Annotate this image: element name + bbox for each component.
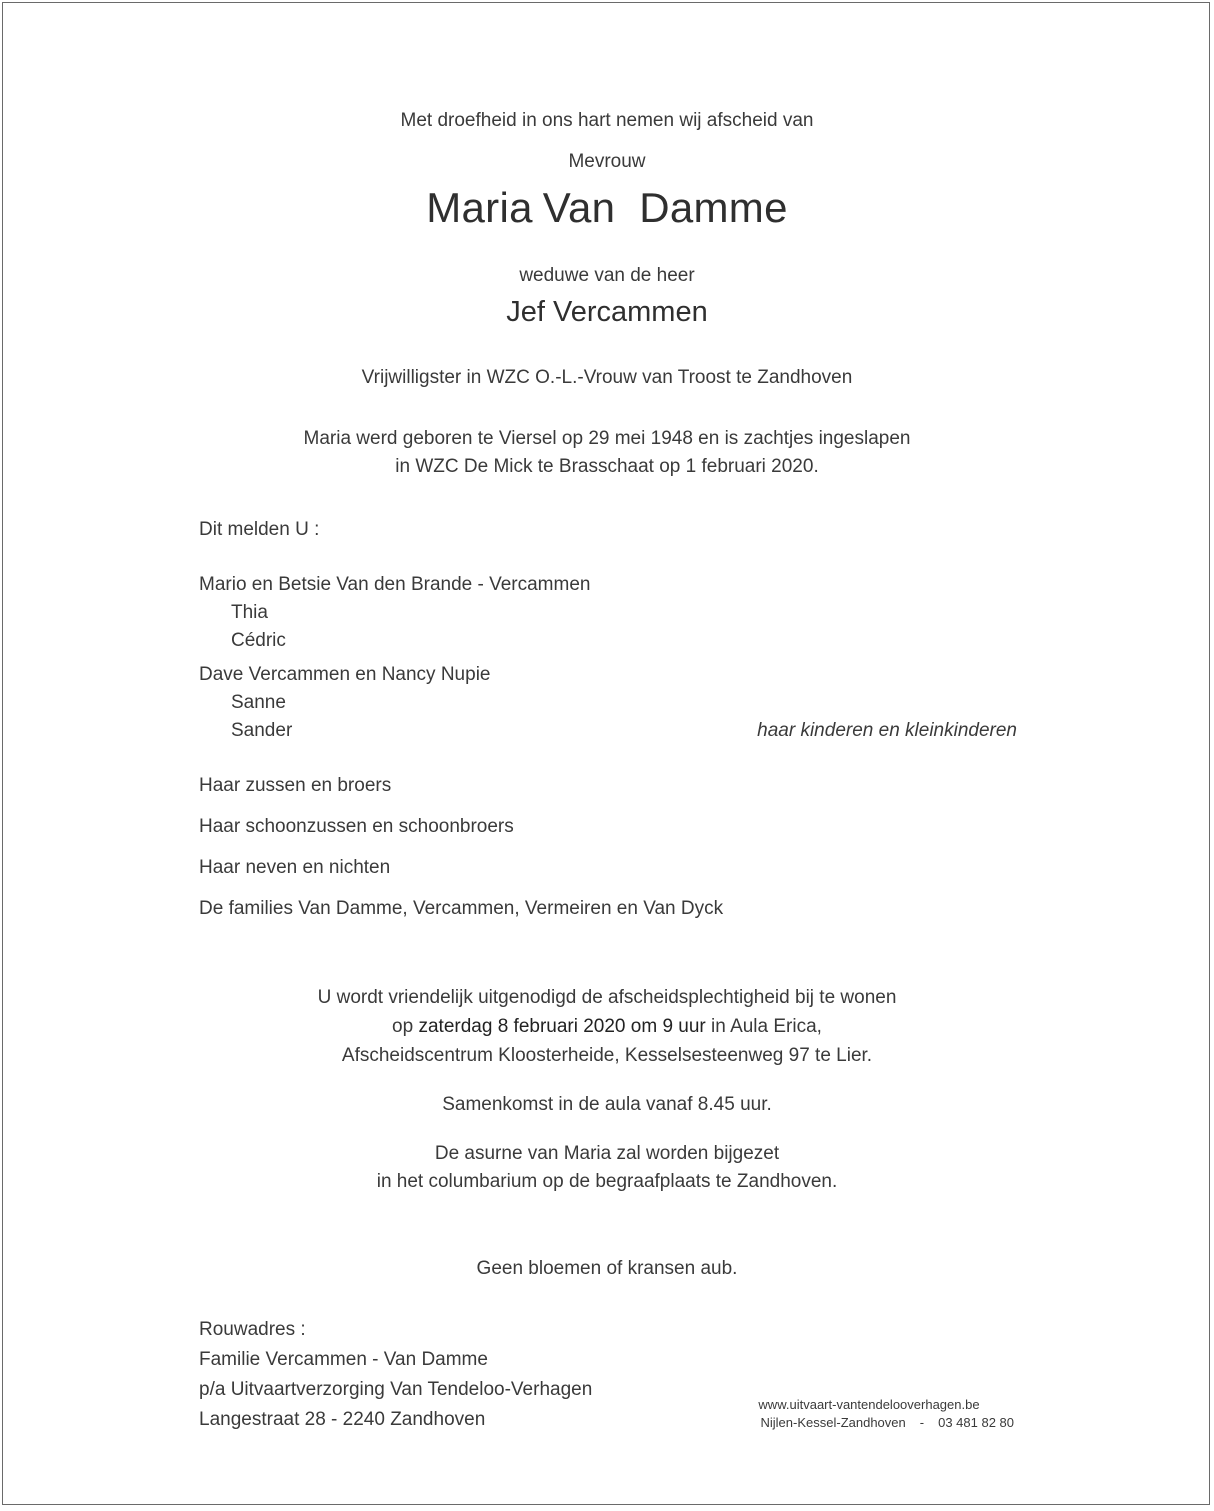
relatives-line: Haar schoonzussen en schoonbroers <box>199 816 514 837</box>
undertaker-contact <box>761 1414 1015 1432</box>
no-flowers-line: Geen bloemen of kransen aub. <box>476 1258 738 1279</box>
intro-text: Met droefheid in ons hart nemen wij afscheid van <box>400 110 814 131</box>
spouse-last-name: Vercammen <box>552 296 708 328</box>
relatives-line: Haar neven en nichten <box>199 857 391 878</box>
deceased-last-name: Van Damme <box>542 184 788 231</box>
ceremony-invite: U wordt vriendelijk uitgenodigd de afscheidsplechtigheid bij te wonen <box>317 987 897 1008</box>
family-2-parents: Dave Vercammen en Nancy Nupie <box>199 664 491 685</box>
birth-line-2: in WZC De Mick te Brasschaat op 1 februari 2020. <box>395 456 819 477</box>
ceremony-prefix: op <box>392 1016 419 1037</box>
relatives-line: De families Van Damme, Vercammen, Vermeiren en Van Dyck <box>199 898 724 919</box>
family-2-child: Sanne <box>231 692 286 713</box>
ceremony-location: Afscheidscentrum Kloosterheide, Kesselsesteenweg 97 te Lier. <box>341 1045 873 1066</box>
deceased-name <box>3 183 1211 233</box>
undertaker-places: Nijlen-Kessel-Zandhoven <box>760 1415 906 1430</box>
family-1-parents: Mario en Betsie Van den Brande - Vercammen <box>199 574 591 595</box>
family-2-child: Sander <box>231 720 293 741</box>
ceremony-date-line <box>3 1015 1211 1039</box>
family-1-child: Thia <box>231 602 268 623</box>
birth-line-1: Maria werd geboren te Viersel op 29 mei 1948 en is zachtjes ingeslapen <box>303 428 911 449</box>
ceremony-suffix: in Aula Erica, <box>705 1016 822 1037</box>
address-line: Langestraat 28 - 2240 Zandhoven <box>199 1409 486 1430</box>
ceremony-datetime: zaterdag 8 februari 2020 om 9 uur <box>418 1016 706 1037</box>
address-label: Rouwadres : <box>199 1319 306 1340</box>
salutation: Mevrouw <box>568 151 646 172</box>
undertaker-separator: - <box>919 1415 925 1430</box>
death-notice-card <box>2 2 1210 1505</box>
urn-line-2: in het columbarium op de begraafplaats te Zandhoven. <box>376 1171 838 1192</box>
announcers-intro: Dit melden U : <box>199 519 320 540</box>
family-1-child: Cédric <box>231 630 286 651</box>
widow-line: weduwe van de heer <box>519 265 695 286</box>
spouse-first-name: Jef <box>506 296 545 328</box>
undertaker-phone: 03 481 82 80 <box>938 1415 1014 1430</box>
spouse-name <box>3 294 1211 330</box>
urn-line-1: De asurne van Maria zal worden bijgezet <box>434 1143 780 1164</box>
relation-label: haar kinderen en kleinkinderen <box>757 720 1017 741</box>
gathering-line: Samenkomst in de aula vanaf 8.45 uur. <box>442 1094 772 1115</box>
undertaker-website: www.uitvaart-vantendelooverhagen.be <box>758 1397 980 1412</box>
deceased-first-name: Maria <box>426 184 533 231</box>
volunteer-line: Vrijwilligster in WZC O.-L.-Vrouw van Troost te Zandhoven <box>361 367 853 388</box>
relatives-line: Haar zussen en broers <box>199 775 392 796</box>
address-line: Familie Vercammen - Van Damme <box>199 1349 488 1370</box>
address-line: p/a Uitvaartverzorging Van Tendeloo-Verhagen <box>199 1379 593 1400</box>
